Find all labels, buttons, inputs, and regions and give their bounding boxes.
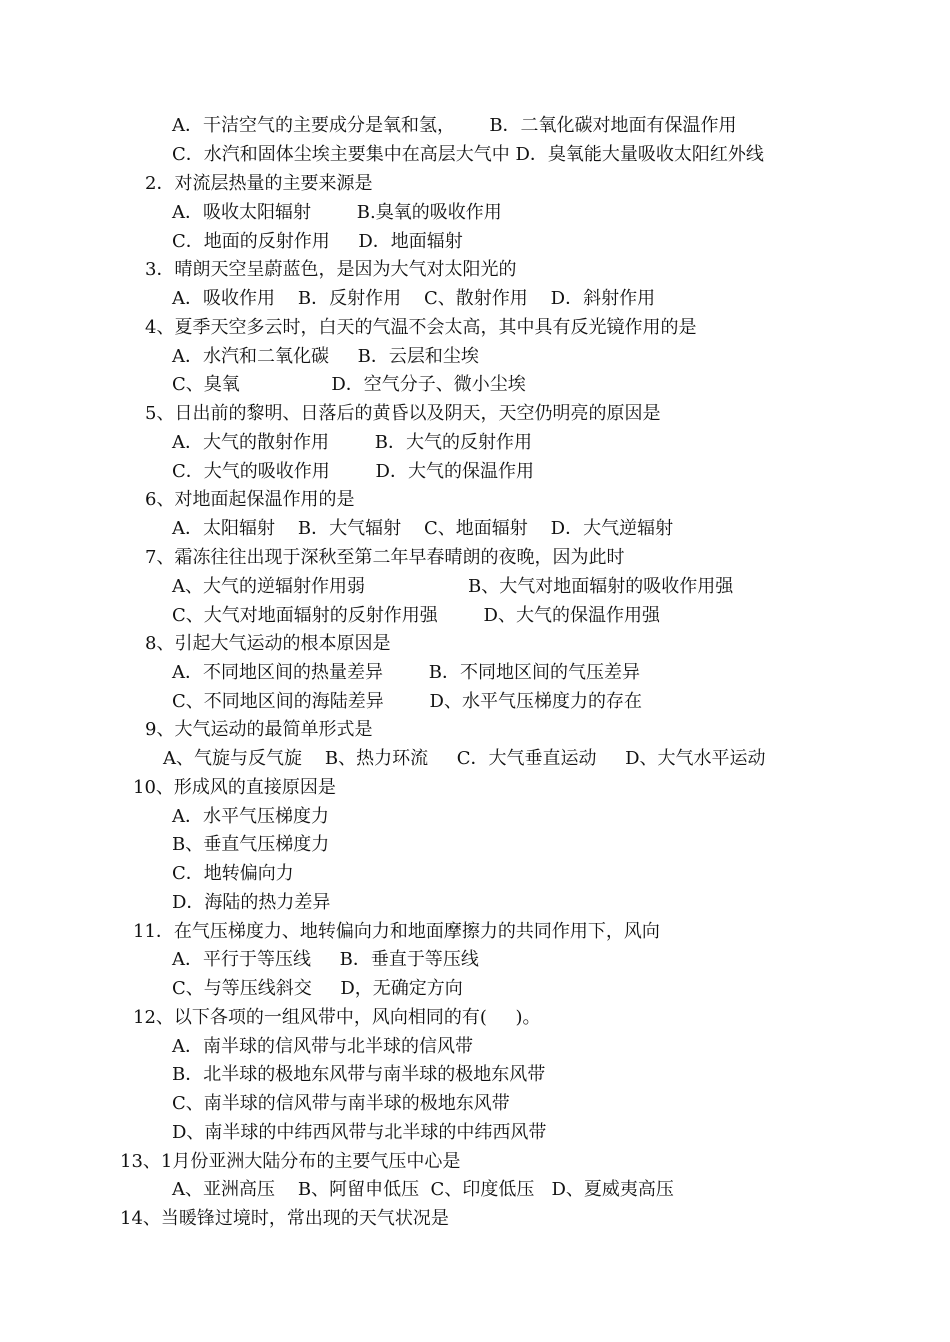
q5-option-line-ab: A．大气的散射作用 B．大气的反射作用 <box>172 432 532 453</box>
q3-options: A．吸收作用 B．反射作用 C、散射作用 D．斜射作用 <box>172 288 656 309</box>
q7-option-line-cd: C、大气对地面辐射的反射作用强 D、大气的保温作用强 <box>172 605 660 626</box>
q11-option-line-cd: C、与等压线斜交 D，无确定方向 <box>172 978 463 999</box>
q1-option-line-cd: C．水汽和固体尘埃主要集中在高层大气中 D．臭氧能大量吸收太阳红外线 <box>172 144 764 165</box>
q10-option-d: D．海陆的热力差异 <box>172 892 331 913</box>
question-8-stem: 8、引起大气运动的根本原因是 <box>145 633 391 654</box>
q12-option-c: C、南半球的信风带与南半球的极地东风带 <box>172 1093 510 1114</box>
q10-option-a: A．水平气压梯度力 <box>172 806 329 827</box>
question-7-stem: 7、霜冻往往出现于深秋至第二年早春晴朗的夜晚，因为此时 <box>145 547 625 568</box>
q12-option-b: B．北半球的极地东风带与南半球的极地东风带 <box>172 1064 546 1085</box>
question-13-stem: 13、1月份亚洲大陆分布的主要气压中心是 <box>120 1151 461 1172</box>
question-2-stem: 2．对流层热量的主要来源是 <box>145 173 373 194</box>
q4-option-line-cd: C、臭氧 D．空气分子、微小尘埃 <box>172 374 526 395</box>
question-12-stem: 12、以下各项的一组风带中，风向相同的有( )。 <box>133 1007 541 1028</box>
q10-option-b: B、垂直气压梯度力 <box>172 834 330 855</box>
q2-option-line-ab: A．吸收太阳辐射 B.臭氧的吸收作用 <box>172 202 502 223</box>
q2-option-line-cd: C．地面的反射作用 D．地面辐射 <box>172 231 463 252</box>
question-4-stem: 4、夏季天空多云时，白天的气温不会太高，其中具有反光镜作用的是 <box>145 317 697 338</box>
question-6-stem: 6、对地面起保温作用的是 <box>145 489 355 510</box>
q4-option-line-ab: A．水汽和二氧化碳 B．云层和尘埃 <box>172 346 479 367</box>
q10-option-c: C．地转偏向力 <box>172 863 294 884</box>
q7-option-line-ab: A、大气的逆辐射作用弱 B、大气对地面辐射的吸收作用强 <box>172 576 734 597</box>
question-9-stem: 9、大气运动的最简单形式是 <box>145 719 373 740</box>
q8-option-line-ab: A．不同地区间的热量差异 B．不同地区间的气压差异 <box>172 662 640 683</box>
q12-option-a: A．南半球的信风带与北半球的信风带 <box>172 1036 473 1057</box>
question-11-stem: 11．在气压梯度力、地转偏向力和地面摩擦力的共同作用下，风向 <box>133 921 660 942</box>
q5-option-line-cd: C．大气的吸收作用 D．大气的保温作用 <box>172 461 534 482</box>
question-3-stem: 3．晴朗天空呈蔚蓝色，是因为大气对太阳光的 <box>145 259 517 280</box>
q13-options: A、亚洲高压 B、阿留申低压 C、印度低压 D、夏威夷高压 <box>172 1179 674 1200</box>
q12-option-d: D、南半球的中纬西风带与北半球的中纬西风带 <box>172 1122 547 1143</box>
q9-options: A、气旋与反气旋 B、热力环流 C．大气垂直运动 D、大气水平运动 <box>163 748 766 769</box>
q6-options: A．太阳辐射 B．大气辐射 C、地面辐射 D．大气逆辐射 <box>172 518 674 539</box>
question-5-stem: 5、日出前的黎明、日落后的黄昏以及阴天，天空仍明亮的原因是 <box>145 403 661 424</box>
q11-option-line-ab: A．平行于等压线 B．垂直于等压线 <box>172 949 479 970</box>
q1-option-line-ab: A．干洁空气的主要成分是氧和氢， B．二氧化碳对地面有保温作用 <box>172 115 737 136</box>
q8-option-line-cd: C、不同地区间的海陆差异 D、水平气压梯度力的存在 <box>172 691 642 712</box>
question-14-stem: 14、当暖锋过境时，常出现的天气状况是 <box>120 1208 449 1229</box>
question-10-stem: 10、形成风的直接原因是 <box>133 777 336 798</box>
